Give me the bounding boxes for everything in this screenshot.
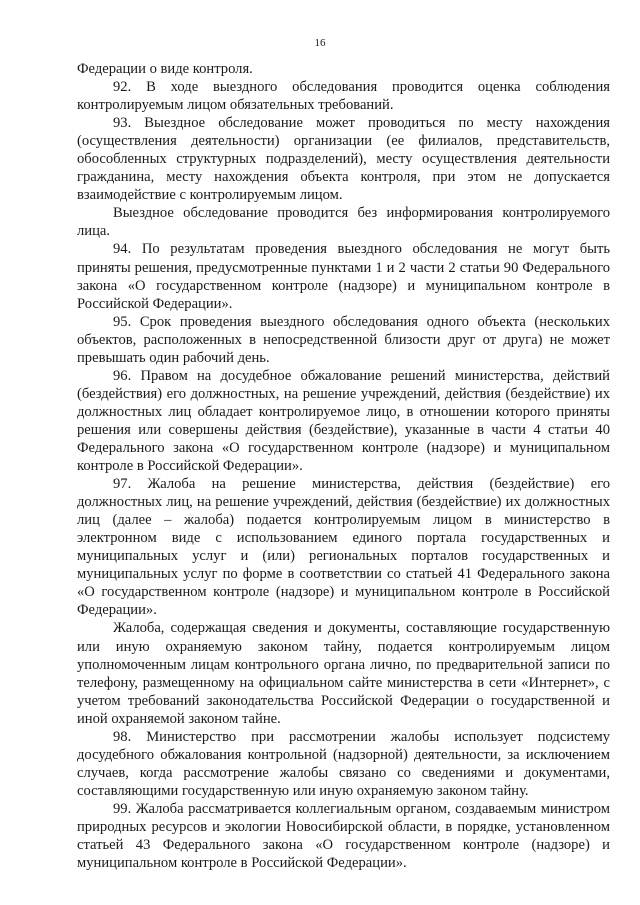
paragraph-93: 93. Выездное обследование может проводиться по месту нахождения (осуществления деятельности) организации (ее филиалов, представительств, обособленных структурных подразделений), месту осуществления деятельности гражданина, месту нахождения объекта контроля, при этом не допускается взаимодействие с контролируемым лицом. [77, 115, 610, 204]
paragraph-95: 95. Срок проведения выездного обследования одного объекта (нескольких объектов, расположенных в непосредственной близости друг от друга) не может превышать один рабочий день. [77, 313, 610, 366]
paragraph-92: 92. В ходе выездного обследования проводится оценка соблюдения контролируемым лицом обязательных требований. [77, 79, 610, 114]
paragraph-93-note: Выездное обследование проводится без информирования контролируемого лица. [77, 205, 610, 240]
paragraph-94: 94. По результатам проведения выездного обследования не могут быть приняты решения, предусмотренные пунктами 1 и 2 части 2 статьи 90 Федерального закона «О государственном контроле (надзоре) и муниципальном контроле в Российской Федерации». [77, 241, 610, 312]
page-number: 16 [314, 37, 326, 49]
paragraph-98: 98. Министерство при рассмотрении жалобы использует подсистему досудебного обжалования контрольной (надзорной) деятельности, за исключением случаев, когда рассмотрение жалобы связано со сведениями и документами, составляющими государственную или иную охраняемую законом тайну. [77, 728, 610, 799]
document-body [77, 60, 610, 872]
paragraph-continuation: Федерации о виде контроля. [77, 61, 253, 77]
paragraph-97-secret: Жалоба, содержащая сведения и документы, составляющие государственную или иную охраняемую законом тайну, подается контролируемым лицом уполномоченным лицам контрольного органа лично, по предварительной записи по телефону, размещенному на официальном сайте министерства в сети «Интернет», с учетом требований законодательства Российской Федерации о государственной и иной охраняемой законом тайне. [77, 620, 610, 727]
paragraph-96: 96. Правом на досудебное обжалование решений министерства, действий (бездействия) его должностных, на решение учреждений, действия (бездействие) их должностных лиц обладает контролируемое лицо, в отношении которого приняты решения или совершены действия (бездействие), указанные в части 4 статьи 40 Федерального закона «О государственном контроле (надзоре) и муниципальном контроле в Российской Федерации». [77, 367, 610, 475]
paragraph-99: 99. Жалоба рассматривается коллегиальным органом, создаваемым министром природных ресурсов и экологии Новосибирской области, в порядке, установленном статьей 43 Федерального закона «О государственном контроле (надзоре) и муниципальном контроле в Российской Федерации». [77, 800, 610, 872]
paragraph-97: 97. Жалоба на решение министерства, действия (бездействие) его должностных лиц, на решение учреждений, действия (бездействие) их должностных лиц (далее – жалоба) подается контролируемым лицом в министерство в электронном виде с использованием единого портала государственных и муниципальных услуг и (или) региональных порталов государственных и муниципальных услуг по форме в соответствии со статьей 41 Федерального закона «О государственном контроле (надзоре) и муниципальном контроле в Российской Федерации». [77, 476, 610, 619]
